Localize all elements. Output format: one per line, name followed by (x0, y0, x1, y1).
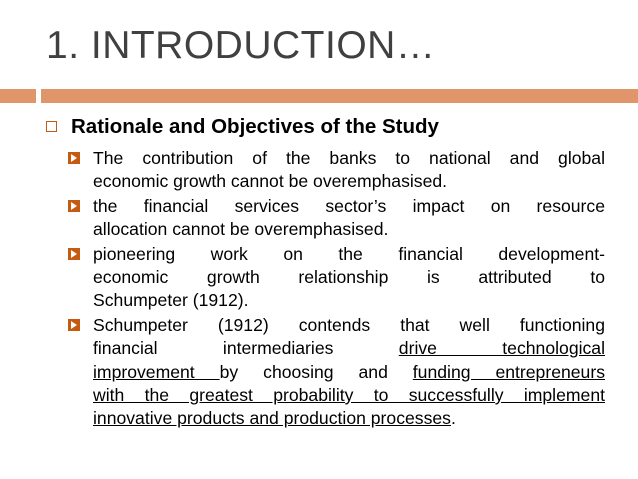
level1-item (46, 114, 626, 140)
section-heading: Rationale and Objectives of the Study (71, 115, 439, 138)
slide-title: 1. INTRODUCTION… (46, 24, 436, 67)
bullet-line (93, 361, 605, 384)
arrow-bullet-icon (68, 319, 80, 331)
bullet-line: pioneering work on the financial development- (93, 243, 605, 264)
bullet-list (68, 147, 608, 432)
text-span: by choosing and (219, 361, 413, 382)
underlined-text: innovative products and production processes (93, 408, 451, 429)
underlined-text: improvement (93, 361, 220, 382)
underlined-text: funding entrepreneurs (412, 361, 605, 382)
underlined-text: drive technological (398, 338, 606, 359)
bullet-line: The contribution of the banks to national and global (93, 148, 605, 168)
arrow-bullet-icon (68, 152, 80, 164)
bullet-line: with the greatest probability to successfully implement (93, 385, 605, 406)
text-span: financial intermediaries (93, 338, 334, 359)
bullet-line (93, 337, 605, 360)
title-divider-right (41, 89, 638, 103)
square-bullet-icon (46, 121, 57, 132)
bullet-line: Schumpeter (1912) contends that well functioning (93, 314, 605, 335)
arrow-bullet-icon (68, 200, 80, 212)
bullet-line: economic growth cannot be overemphasised. (93, 171, 448, 192)
text-span: . (450, 408, 456, 429)
list-item (68, 195, 608, 242)
bullet-line (93, 407, 605, 430)
list-item (68, 243, 608, 313)
list-item (68, 314, 608, 431)
bullet-line: Schumpeter (1912). (93, 290, 249, 311)
arrow-bullet-icon (68, 248, 80, 260)
bullet-line: economic growth relationship is attributed to (93, 267, 605, 288)
bullet-line: allocation cannot be overemphasised. (93, 219, 389, 240)
list-item (68, 147, 608, 194)
title-divider-left (0, 89, 36, 103)
bullet-line: the financial services sector’s impact on resource (93, 195, 605, 216)
